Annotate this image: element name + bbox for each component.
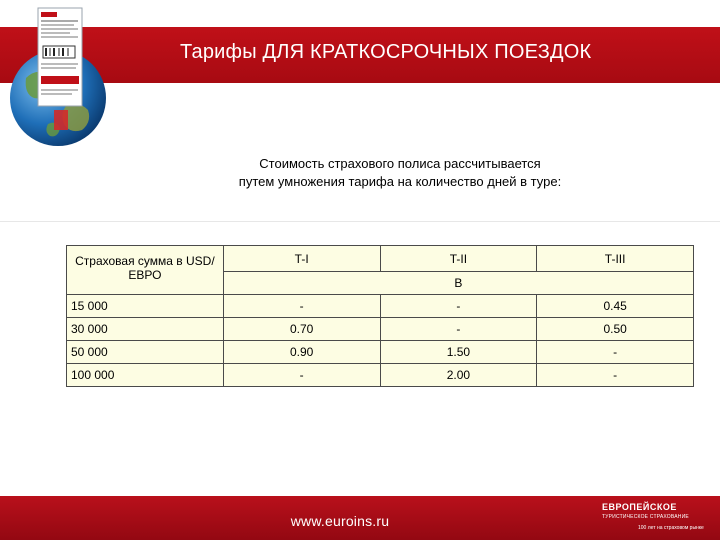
footer-bar xyxy=(0,496,720,540)
table-row xyxy=(67,364,694,387)
rate-cell: 1.50 xyxy=(380,341,537,364)
table-row xyxy=(67,295,694,318)
rate-cell: - xyxy=(223,295,380,318)
rate-cell: - xyxy=(537,364,694,387)
company-logo xyxy=(602,502,712,531)
page-title: Тарифы ДЛЯ КРАТКОСРОЧНЫХ ПОЕЗДОК xyxy=(180,41,592,63)
sum-cell: 100 000 xyxy=(67,364,224,387)
rate-cell: 0.50 xyxy=(537,318,694,341)
rate-cell: 0.45 xyxy=(537,295,694,318)
logo-subtitle: ТУРИСТИЧЕСКОЕ СТРАХОВАНИЕ xyxy=(602,514,689,520)
intro-text xyxy=(150,155,650,191)
rate-cell: 2.00 xyxy=(380,364,537,387)
table-row xyxy=(67,341,694,364)
rate-cell: - xyxy=(223,364,380,387)
logo-name: ЕВРОПЕЙСКОЕ xyxy=(602,502,677,512)
sum-cell: 50 000 xyxy=(67,341,224,364)
tariff-header-t3: T-III xyxy=(537,246,694,272)
tariff-header-t2: T-II xyxy=(380,246,537,272)
rate-cell: - xyxy=(380,318,537,341)
rate-cell: 0.90 xyxy=(223,341,380,364)
logo-tagline: 100 лет на страховом рынке xyxy=(638,525,704,531)
divider xyxy=(0,221,720,222)
website-link[interactable]: www.euroins.ru xyxy=(290,513,390,529)
rate-cell: 0.70 xyxy=(223,318,380,341)
tariff-header-t1: T-I xyxy=(223,246,380,272)
table-row xyxy=(67,318,694,341)
intro-line-2: путем умножения тарифа на количество дней в туре: xyxy=(238,174,562,189)
rate-cell: - xyxy=(380,295,537,318)
sum-header-cell: Страховая сумма в USD/ЕВРО xyxy=(67,246,224,295)
header-bar xyxy=(0,27,720,83)
intro-line-1: Стоимость страхового полиса рассчитывается xyxy=(259,156,541,171)
sum-cell: 30 000 xyxy=(67,318,224,341)
tariff-table xyxy=(66,245,694,387)
rate-cell: - xyxy=(537,341,694,364)
sum-cell: 15 000 xyxy=(67,295,224,318)
variant-header: B xyxy=(223,272,693,295)
globe-with-ticket-icon xyxy=(8,6,108,152)
